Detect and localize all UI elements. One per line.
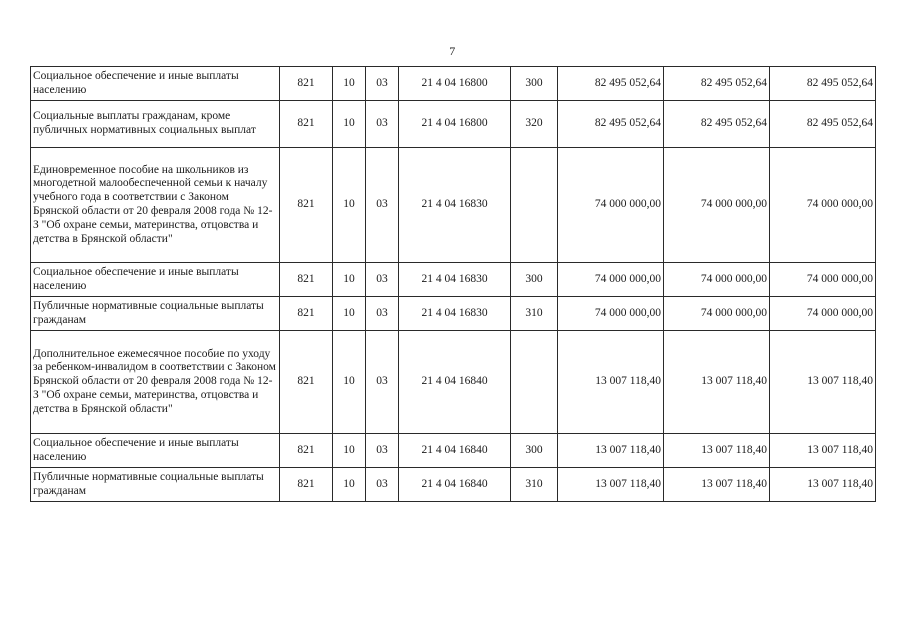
subsection-code: 03 [366, 67, 399, 101]
expense-type-code [511, 148, 558, 263]
expense-type-code: 300 [511, 263, 558, 297]
ministry-code: 821 [280, 67, 333, 101]
amount-1: 13 007 118,40 [558, 331, 664, 434]
amount-3: 13 007 118,40 [770, 434, 876, 468]
amount-2: 74 000 000,00 [664, 148, 770, 263]
section-code: 10 [333, 101, 366, 148]
page-number: 7 [449, 44, 456, 58]
amount-1: 74 000 000,00 [558, 263, 664, 297]
amount-1: 74 000 000,00 [558, 148, 664, 263]
ministry-code: 821 [280, 263, 333, 297]
expense-type-code: 300 [511, 67, 558, 101]
amount-2: 13 007 118,40 [664, 331, 770, 434]
target-code: 21 4 04 16800 [399, 101, 511, 148]
target-code: 21 4 04 16840 [399, 331, 511, 434]
budget-table [30, 66, 876, 502]
table-row [31, 331, 876, 434]
ministry-code: 821 [280, 434, 333, 468]
amount-3: 74 000 000,00 [770, 297, 876, 331]
section-code: 10 [333, 434, 366, 468]
amount-1: 82 495 052,64 [558, 67, 664, 101]
row-name: Дополнительное ежемесячное пособие по уходу за ребенком-инвалидом в соответствии с Законом Брянской области от 20 февраля 2008 года № 12-З "Об охране семьи, материнства, отцовства и детства в Брянской области" [31, 331, 280, 434]
table-row [31, 297, 876, 331]
expense-type-code: 310 [511, 468, 558, 502]
amount-2: 74 000 000,00 [664, 263, 770, 297]
subsection-code: 03 [366, 263, 399, 297]
table-body [31, 67, 876, 502]
amount-3: 82 495 052,64 [770, 67, 876, 101]
row-name: Социальное обеспечение и иные выплаты населению [31, 67, 280, 101]
target-code: 21 4 04 16800 [399, 67, 511, 101]
amount-3: 13 007 118,40 [770, 468, 876, 502]
expense-type-code: 310 [511, 297, 558, 331]
amount-1: 13 007 118,40 [558, 434, 664, 468]
section-code: 10 [333, 331, 366, 434]
amount-3: 82 495 052,64 [770, 101, 876, 148]
target-code: 21 4 04 16830 [399, 263, 511, 297]
target-code: 21 4 04 16840 [399, 434, 511, 468]
row-name: Социальное обеспечение и иные выплаты населению [31, 434, 280, 468]
target-code: 21 4 04 16830 [399, 297, 511, 331]
subsection-code: 03 [366, 101, 399, 148]
amount-1: 13 007 118,40 [558, 468, 664, 502]
target-code: 21 4 04 16830 [399, 148, 511, 263]
amount-3: 74 000 000,00 [770, 148, 876, 263]
amount-1: 82 495 052,64 [558, 101, 664, 148]
amount-2: 13 007 118,40 [664, 468, 770, 502]
expense-type-code [511, 331, 558, 434]
subsection-code: 03 [366, 148, 399, 263]
section-code: 10 [333, 297, 366, 331]
section-code: 10 [333, 468, 366, 502]
section-code: 10 [333, 148, 366, 263]
table-row [31, 434, 876, 468]
row-name: Единовременное пособие на школьников из многодетной малообеспеченной семьи к началу учебного года в соответствии с Законом Брянской области от 20 февраля 2008 года № 12-З "Об охране семьи, материнства, отцовства и детства в Брянской области" [31, 148, 280, 263]
row-name: Социальное обеспечение и иные выплаты населению [31, 263, 280, 297]
table-row [31, 67, 876, 101]
table-row [31, 263, 876, 297]
section-code: 10 [333, 67, 366, 101]
subsection-code: 03 [366, 434, 399, 468]
amount-2: 74 000 000,00 [664, 297, 770, 331]
row-name: Публичные нормативные социальные выплаты гражданам [31, 297, 280, 331]
ministry-code: 821 [280, 297, 333, 331]
row-name: Социальные выплаты гражданам, кроме публичных нормативных социальных выплат [31, 101, 280, 148]
ministry-code: 821 [280, 331, 333, 434]
amount-1: 74 000 000,00 [558, 297, 664, 331]
amount-2: 82 495 052,64 [664, 67, 770, 101]
ministry-code: 821 [280, 148, 333, 263]
ministry-code: 821 [280, 468, 333, 502]
table-row [31, 148, 876, 263]
table-row [31, 101, 876, 148]
amount-3: 13 007 118,40 [770, 331, 876, 434]
subsection-code: 03 [366, 468, 399, 502]
ministry-code: 821 [280, 101, 333, 148]
subsection-code: 03 [366, 331, 399, 434]
amount-2: 13 007 118,40 [664, 434, 770, 468]
table-row [31, 468, 876, 502]
expense-type-code: 300 [511, 434, 558, 468]
amount-2: 82 495 052,64 [664, 101, 770, 148]
target-code: 21 4 04 16840 [399, 468, 511, 502]
expense-type-code: 320 [511, 101, 558, 148]
section-code: 10 [333, 263, 366, 297]
amount-3: 74 000 000,00 [770, 263, 876, 297]
subsection-code: 03 [366, 297, 399, 331]
row-name: Публичные нормативные социальные выплаты гражданам [31, 468, 280, 502]
